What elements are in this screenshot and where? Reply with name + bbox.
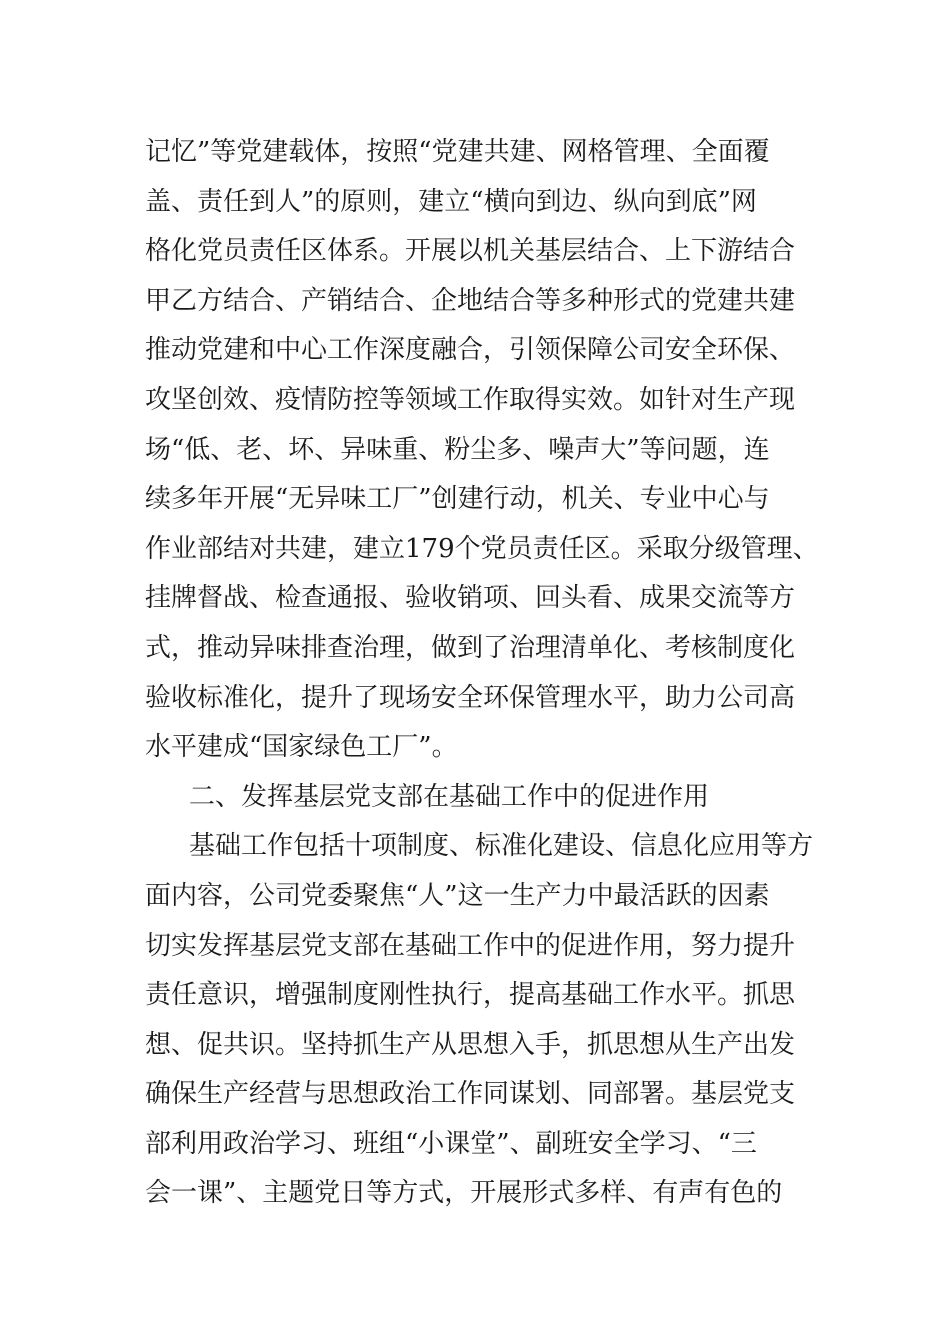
text-line-05: 推动党建和中心工作深度融合，引领保障公司安全环保、 [145,335,796,366]
text-line-17: 切实发挥基层党支部在基础工作中的促进作用，努力提升 [145,930,796,961]
text-line-15: 基础工作包括十项制度、标准化建设、信息化应用等方 [189,831,814,862]
text-line-22: 会一课”、主题党日等方式，开展形式多样、有声有色的 [145,1178,783,1209]
text-line-18: 责任意识，增强制度刚性执行，提高基础工作水平。抓思 [145,980,796,1011]
text-line-02: 盖、责任到人”的原则，建立“横向到边、纵向到底”网 [145,186,757,217]
text-line-13: 水平建成“国家绿色工厂”。 [145,732,458,763]
text-line-01: 记忆”等党建载体，按照“党建共建、网格管理、全面覆 [145,137,770,167]
text-line-16: 面内容，公司党委聚焦“人”这一生产力中最活跃的因素 [145,880,770,911]
text-line-03: 格化党员责任区体系。开展以机关基层结合、上下游结合 [145,236,796,267]
document-body [145,128,825,1219]
text-line-08: 续多年开展“无异味工厂”创建行动，机关、专业中心与 [145,484,770,515]
text-line-20: 确保生产经营与思想政治工作同谋划、同部署。基层党支 [145,1079,796,1110]
section-heading: 二、发挥基层党支部在基础工作中的促进作用 [189,781,710,812]
text-line-09: 作业部结对共建，建立179个党员责任区。采取分级管理、 [145,533,819,564]
text-line-06: 攻坚创效、疫情防控等领域工作取得实效。如针对生产现 [145,384,796,415]
text-line-19: 想、促共识。坚持抓生产从思想入手，抓思想从生产出发 [145,1029,796,1060]
text-line-04: 甲乙方结合、产销结合、企地结合等多种形式的党建共建 [145,285,796,316]
text-line-07: 场“低、老、坏、异味重、粉尘多、噪声大”等问题，连 [145,434,770,465]
text-line-10: 挂牌督战、检查通报、验收销项、回头看、成果交流等方 [145,583,796,614]
text-line-12: 验收标准化，提升了现场安全环保管理水平，助力公司高 [145,682,796,713]
text-line-21: 部利用政治学习、班组“小课堂”、副班安全学习、“三 [145,1128,757,1159]
text-line-11: 式，推动异味排查治理，做到了治理清单化、考核制度化 [145,632,796,663]
